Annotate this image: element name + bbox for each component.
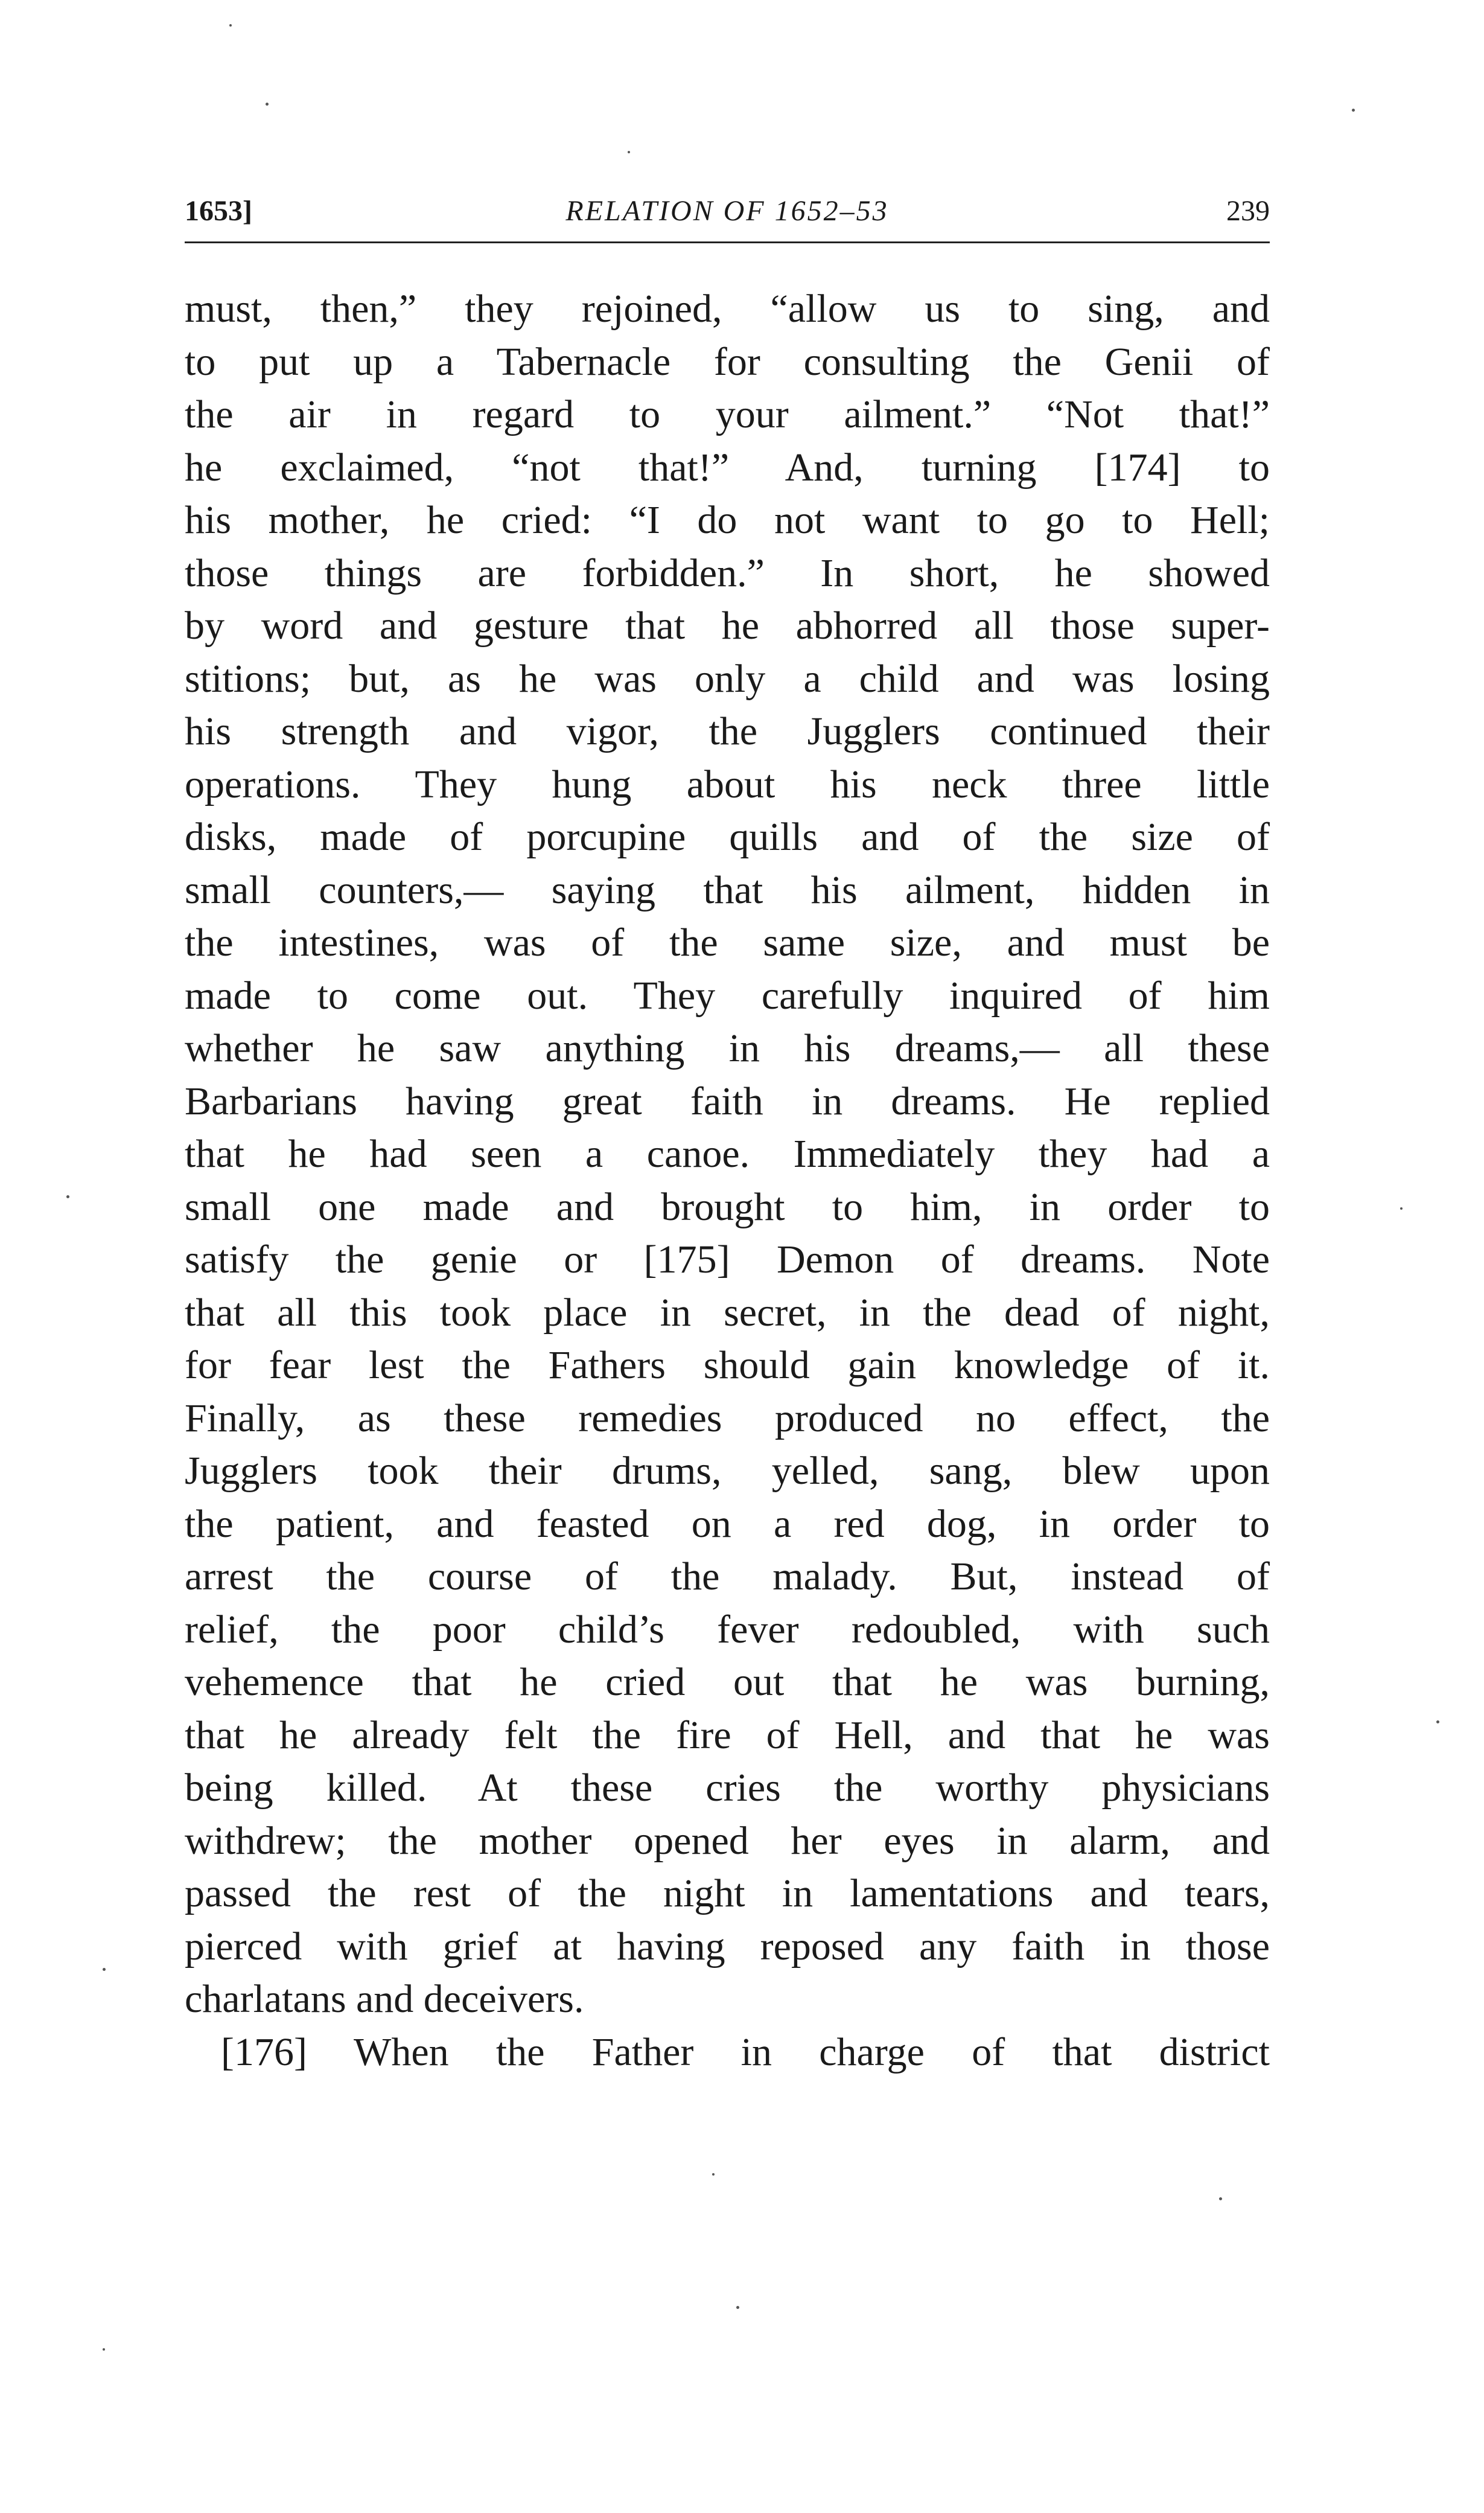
text-line: relief, the poor child’s fever redoubled, with such bbox=[185, 1607, 1270, 1652]
text-line: Finally, as these remedies produced no effect, the bbox=[185, 1396, 1270, 1440]
scan-speck bbox=[266, 103, 269, 106]
running-head bbox=[185, 192, 1270, 231]
text-line: being killed. At these cries the worthy physicians bbox=[185, 1766, 1270, 1810]
scan-speck bbox=[712, 2173, 715, 2176]
header-rule bbox=[185, 241, 1270, 243]
scan-speck bbox=[229, 24, 232, 27]
text-line: arrest the course of the malady. But, instead of bbox=[185, 1554, 1270, 1598]
scan-speck bbox=[66, 1195, 69, 1198]
scan-speck bbox=[1400, 1207, 1403, 1210]
text-line: small counters,— saying that his ailment, hidden in bbox=[185, 867, 1270, 912]
scan-speck bbox=[736, 2306, 739, 2309]
scan-speck bbox=[1219, 2197, 1222, 2200]
text-line: stitions; but, as he was only a child and was losing bbox=[185, 656, 1270, 701]
body-text bbox=[185, 283, 1270, 2078]
text-line: that he already felt the fire of Hell, and that he was bbox=[185, 1713, 1270, 1757]
next-paragraph-line: [176] When the Father in charge of that district bbox=[221, 2029, 1270, 2074]
text-line: he exclaimed, “not that!” And, turning [174] to bbox=[185, 445, 1270, 490]
text-line: pierced with grief at having reposed any faith in those bbox=[185, 1924, 1270, 1969]
paragraph-end-line: charlatans and deceivers. bbox=[185, 1977, 584, 2021]
text-line: disks, made of porcupine quills and of the size of bbox=[185, 815, 1270, 859]
text-line: the air in regard to your ailment.” “Not that!” bbox=[185, 392, 1270, 436]
text-line: the patient, and feasted on a red dog, in order to bbox=[185, 1501, 1270, 1546]
page-number: 239 bbox=[1226, 195, 1270, 227]
text-line: withdrew; the mother opened her eyes in alarm, and bbox=[185, 1818, 1270, 1863]
text-line: operations. They hung about his neck three little bbox=[185, 762, 1270, 806]
text-line: for fear lest the Fathers should gain knowledge of it. bbox=[185, 1343, 1270, 1387]
text-line: whether he saw anything in his dreams,— all these bbox=[185, 1026, 1270, 1070]
text-line: must, then,” they rejoined, “allow us to sing, and bbox=[185, 287, 1270, 331]
text-line: small one made and brought to him, in order to bbox=[185, 1184, 1270, 1229]
running-head-year: 1653] bbox=[185, 195, 252, 227]
scan-speck bbox=[103, 2348, 105, 2351]
running-head-title: RELATION OF 1652–53 bbox=[565, 195, 889, 227]
text-line: satisfy the genie or [175] Demon of dreams. Note bbox=[185, 1237, 1270, 1282]
text-line: his strength and vigor, the Jugglers continued their bbox=[185, 709, 1270, 753]
text-line: the intestines, was of the same size, and must be bbox=[185, 921, 1270, 965]
text-line: passed the rest of the night in lamentations and tears, bbox=[185, 1871, 1270, 1915]
scan-speck bbox=[1436, 1720, 1439, 1723]
text-line: made to come out. They carefully inquired of him bbox=[185, 973, 1270, 1018]
scan-speck bbox=[103, 1968, 106, 1971]
text-line: by word and gesture that he abhorred all those super- bbox=[185, 604, 1270, 648]
text-line: Barbarians having great faith in dreams. He replied bbox=[185, 1079, 1270, 1123]
text-line: Jugglers took their drums, yelled, sang, blew upon bbox=[185, 1449, 1270, 1493]
text-line: vehemence that he cried out that he was burning, bbox=[185, 1660, 1270, 1704]
scan-speck bbox=[628, 151, 630, 153]
text-line: his mother, he cried: “I do not want to go to Hell; bbox=[185, 498, 1270, 542]
scan-speck bbox=[1352, 109, 1355, 112]
text-line: those things are forbidden.” In short, he showed bbox=[185, 551, 1270, 595]
text-line: to put up a Tabernacle for consulting the Genii of bbox=[185, 339, 1270, 384]
text-line: that he had seen a canoe. Immediately they had a bbox=[185, 1132, 1270, 1176]
text-line: that all this took place in secret, in the dead of night, bbox=[185, 1290, 1270, 1335]
